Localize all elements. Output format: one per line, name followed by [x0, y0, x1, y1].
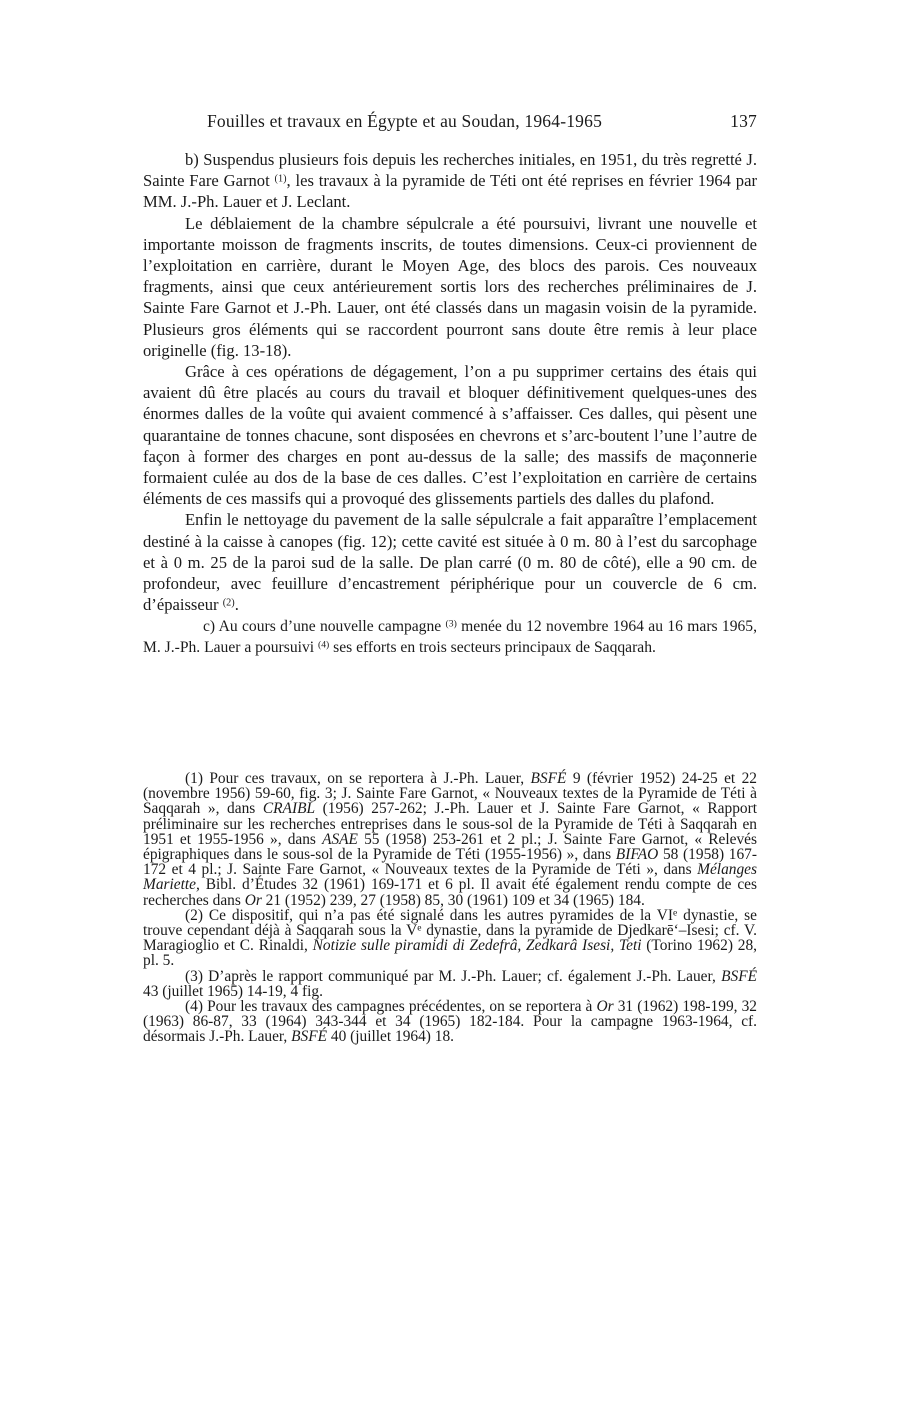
footnote-ref: (2) [222, 597, 235, 609]
text-run: c) Au cours d’une nouvelle campagne [203, 618, 446, 636]
journal-abbrev: BIFAO [615, 846, 659, 864]
footnote-ref: (4) [317, 639, 330, 651]
footnotes [143, 771, 757, 1045]
journal-abbrev: Or [596, 998, 614, 1016]
text-run: dynastie, dans la pyramide de Djedkarē‘–Isesi; cf. V. Maragioglio et C. Rinaldi, [143, 922, 757, 955]
text-run: dynastie, se trouve cependant déjà à Saqqarah sous la V [143, 906, 758, 940]
text-run: b) Suspendus plusieurs fois depuis les recherches initiales, en 1951, du très regretté J. Sainte Fare Garnot [143, 150, 757, 191]
footnote-mark: (4) [185, 998, 203, 1016]
journal-abbrev: BSFÉ [291, 1028, 328, 1046]
text-run: 58 (1958) 167-172 et 4 pl.; J. Sainte Fare Garnot, « Nouveaux textes de la Pyramide de Téti », dans [143, 846, 757, 879]
ordinal-suffix: e [417, 922, 422, 934]
paragraph [143, 509, 757, 615]
text-run: Ce dispositif, qui n’a pas été signalé dans les autres pyramides de la VI [202, 906, 673, 924]
text-run: ses efforts en trois secteurs principaux de Saqqarah. [329, 638, 656, 656]
ordinal-suffix: e [673, 907, 678, 919]
journal-abbrev: BSFÉ [721, 967, 757, 985]
text-run: 9 (février 1952) 24-25 et 22 (novembre 1956) 59-60, fig. 3; J. Sainte Fare Garnot, « Nouveaux textes de la Pyramide de Téti à Saqqarah », dans [143, 770, 757, 818]
book-title: Notizie sulle piramidi di Zedefrâ, Zedkarâ Isesi, Teti [312, 937, 642, 955]
text-run: (1956) 257-262; J.-Ph. Lauer et J. Sainte Fare Garnot, « Rapport préliminaire sur les recherches entreprises dans le sous-sol de la Pyramide de Téti à Saqqarah en 1951 et 1955-1956 », dans [143, 800, 757, 848]
text-run: . [234, 595, 239, 615]
text-run: 40 (juillet 1964) 18. [327, 1028, 455, 1046]
text-run: Bibl. d’Études 32 (1961) 169-171 et 6 pl. Il avait été également rendu compte de ces recherches dans [143, 876, 757, 909]
footnote [143, 969, 757, 999]
running-title: Fouilles et travaux en Égypte et au Soudan, 1964-1965 [207, 111, 603, 131]
text-run: (Torino 1962) 28, pl. 5. [143, 937, 757, 970]
text-run: 21 (1952) 239, 27 (1958) 85, 30 (1961) 109 et 34 (1965) 184. [261, 891, 645, 909]
paragraph: Le déblaiement de la chambre sépulcrale a été poursuivi, livrant une nouvelle et importante moisson de fragments inscrits, de toutes dimensions. Ceux-ci proviennent de l’exploitation en carrière, durant le Moyen Age, des blocs des parois. Ces nouveaux fragments, ainsi que ceux antérieurement sortis lors des recherches préliminaires de J. Sainte Fare Garnot et J.-Ph. Lauer, ont été classés dans un magasin voisin de la pyramide. Plusieurs gros éléments qui se raccordent pourront sans doute être remis à leur place originelle (fig. 13-18). [143, 213, 757, 360]
text-run: 55 (1958) 253-261 et 2 pl.; J. Sainte Fare Garnot, « Relevés épigraphiques dans le sous-sol de la Pyramide de Téti (1955-1956) », dans [143, 830, 757, 864]
footnote [143, 771, 757, 908]
main-text [143, 149, 757, 658]
paragraph [143, 617, 757, 658]
text-run: D’après le rapport communiqué par M. J.-Ph. Lauer; cf. également J.-Ph. Lauer, [202, 967, 722, 985]
paragraph [143, 149, 757, 213]
text-run: menée du 12 novembre 1964 au 16 mars 1965, M. J.-Ph. Lauer a poursuivi [143, 618, 758, 656]
footnote-ref: (3) [445, 619, 457, 631]
footnote-mark: (1) [185, 770, 203, 787]
footnote-mark: (2) [185, 906, 203, 924]
running-header [207, 111, 757, 132]
journal-abbrev: ASAE [322, 830, 358, 848]
journal-abbrev: Or [244, 891, 262, 909]
footnote-ref: (1) [274, 173, 287, 185]
text-run: Pour les travaux des campagnes précédentes, on se reportera à [202, 998, 597, 1016]
text-run: 31 (1962) 198-199, 32 (1963) 86-87, 33 (1964) 343-344 et 34 (1965) 182-184. Pour la campagne 1963-1964, cf. désormais J.-Ph. Lauer, [143, 998, 757, 1046]
footnote [143, 999, 757, 1045]
book-title: Mélanges Mariette, [143, 861, 757, 894]
text-run: Pour ces travaux, on se reportera à J.-Ph. Lauer, [202, 770, 531, 787]
footnote [143, 908, 757, 969]
paragraph: Grâce à ces opérations de dégagement, l’on a pu supprimer certains des étais qui avaient dû être placés au cours du travail et bloquer définitivement quelques-unes des énormes dalles de la voûte qui avaient commencé à s’affaisser. Ces dalles, qui pèsent une quarantaine de tonnes chacune, sont disposées en chevrons et s’arc-boutent l’une l’autre de façon à former des charges en pont au-dessus de la salle; des massifs de maçonnerie formaient culée au dos de la base de ces dalles. C’est l’exploitation en carrière de certains éléments de ces massifs qui a provoqué des glissements partiels des dalles du plafond. [143, 362, 757, 509]
footnote-mark: (3) [185, 967, 203, 985]
text-run: Enfin le nettoyage du pavement de la salle sépulcrale a fait apparaître l’emplacement destiné à la caisse à canopes (fig. 12); cette cavité est située à 0 m. 80 à l’est du sarcophage et à 0 m. 25 de la paroi sud de la salle. De plan carré (0 m. 80 de côté), elle a 90 cm. de profondeur, avec feuillure d’encastrement périphérique pour un couvercle de 6 cm. d’épaisseur [143, 510, 757, 615]
text-run: , les travaux à la pyramide de Téti ont été reprises en février 1964 par MM. J.-Ph. Lauer et J. Leclant. [143, 171, 757, 212]
page-number: 137 [730, 111, 757, 131]
journal-abbrev: CRAIBL [262, 800, 316, 818]
text-run: 43 (juillet 1965) 14-19, 4 fig. [143, 982, 323, 1000]
journal-abbrev: BSFÉ [530, 770, 567, 787]
